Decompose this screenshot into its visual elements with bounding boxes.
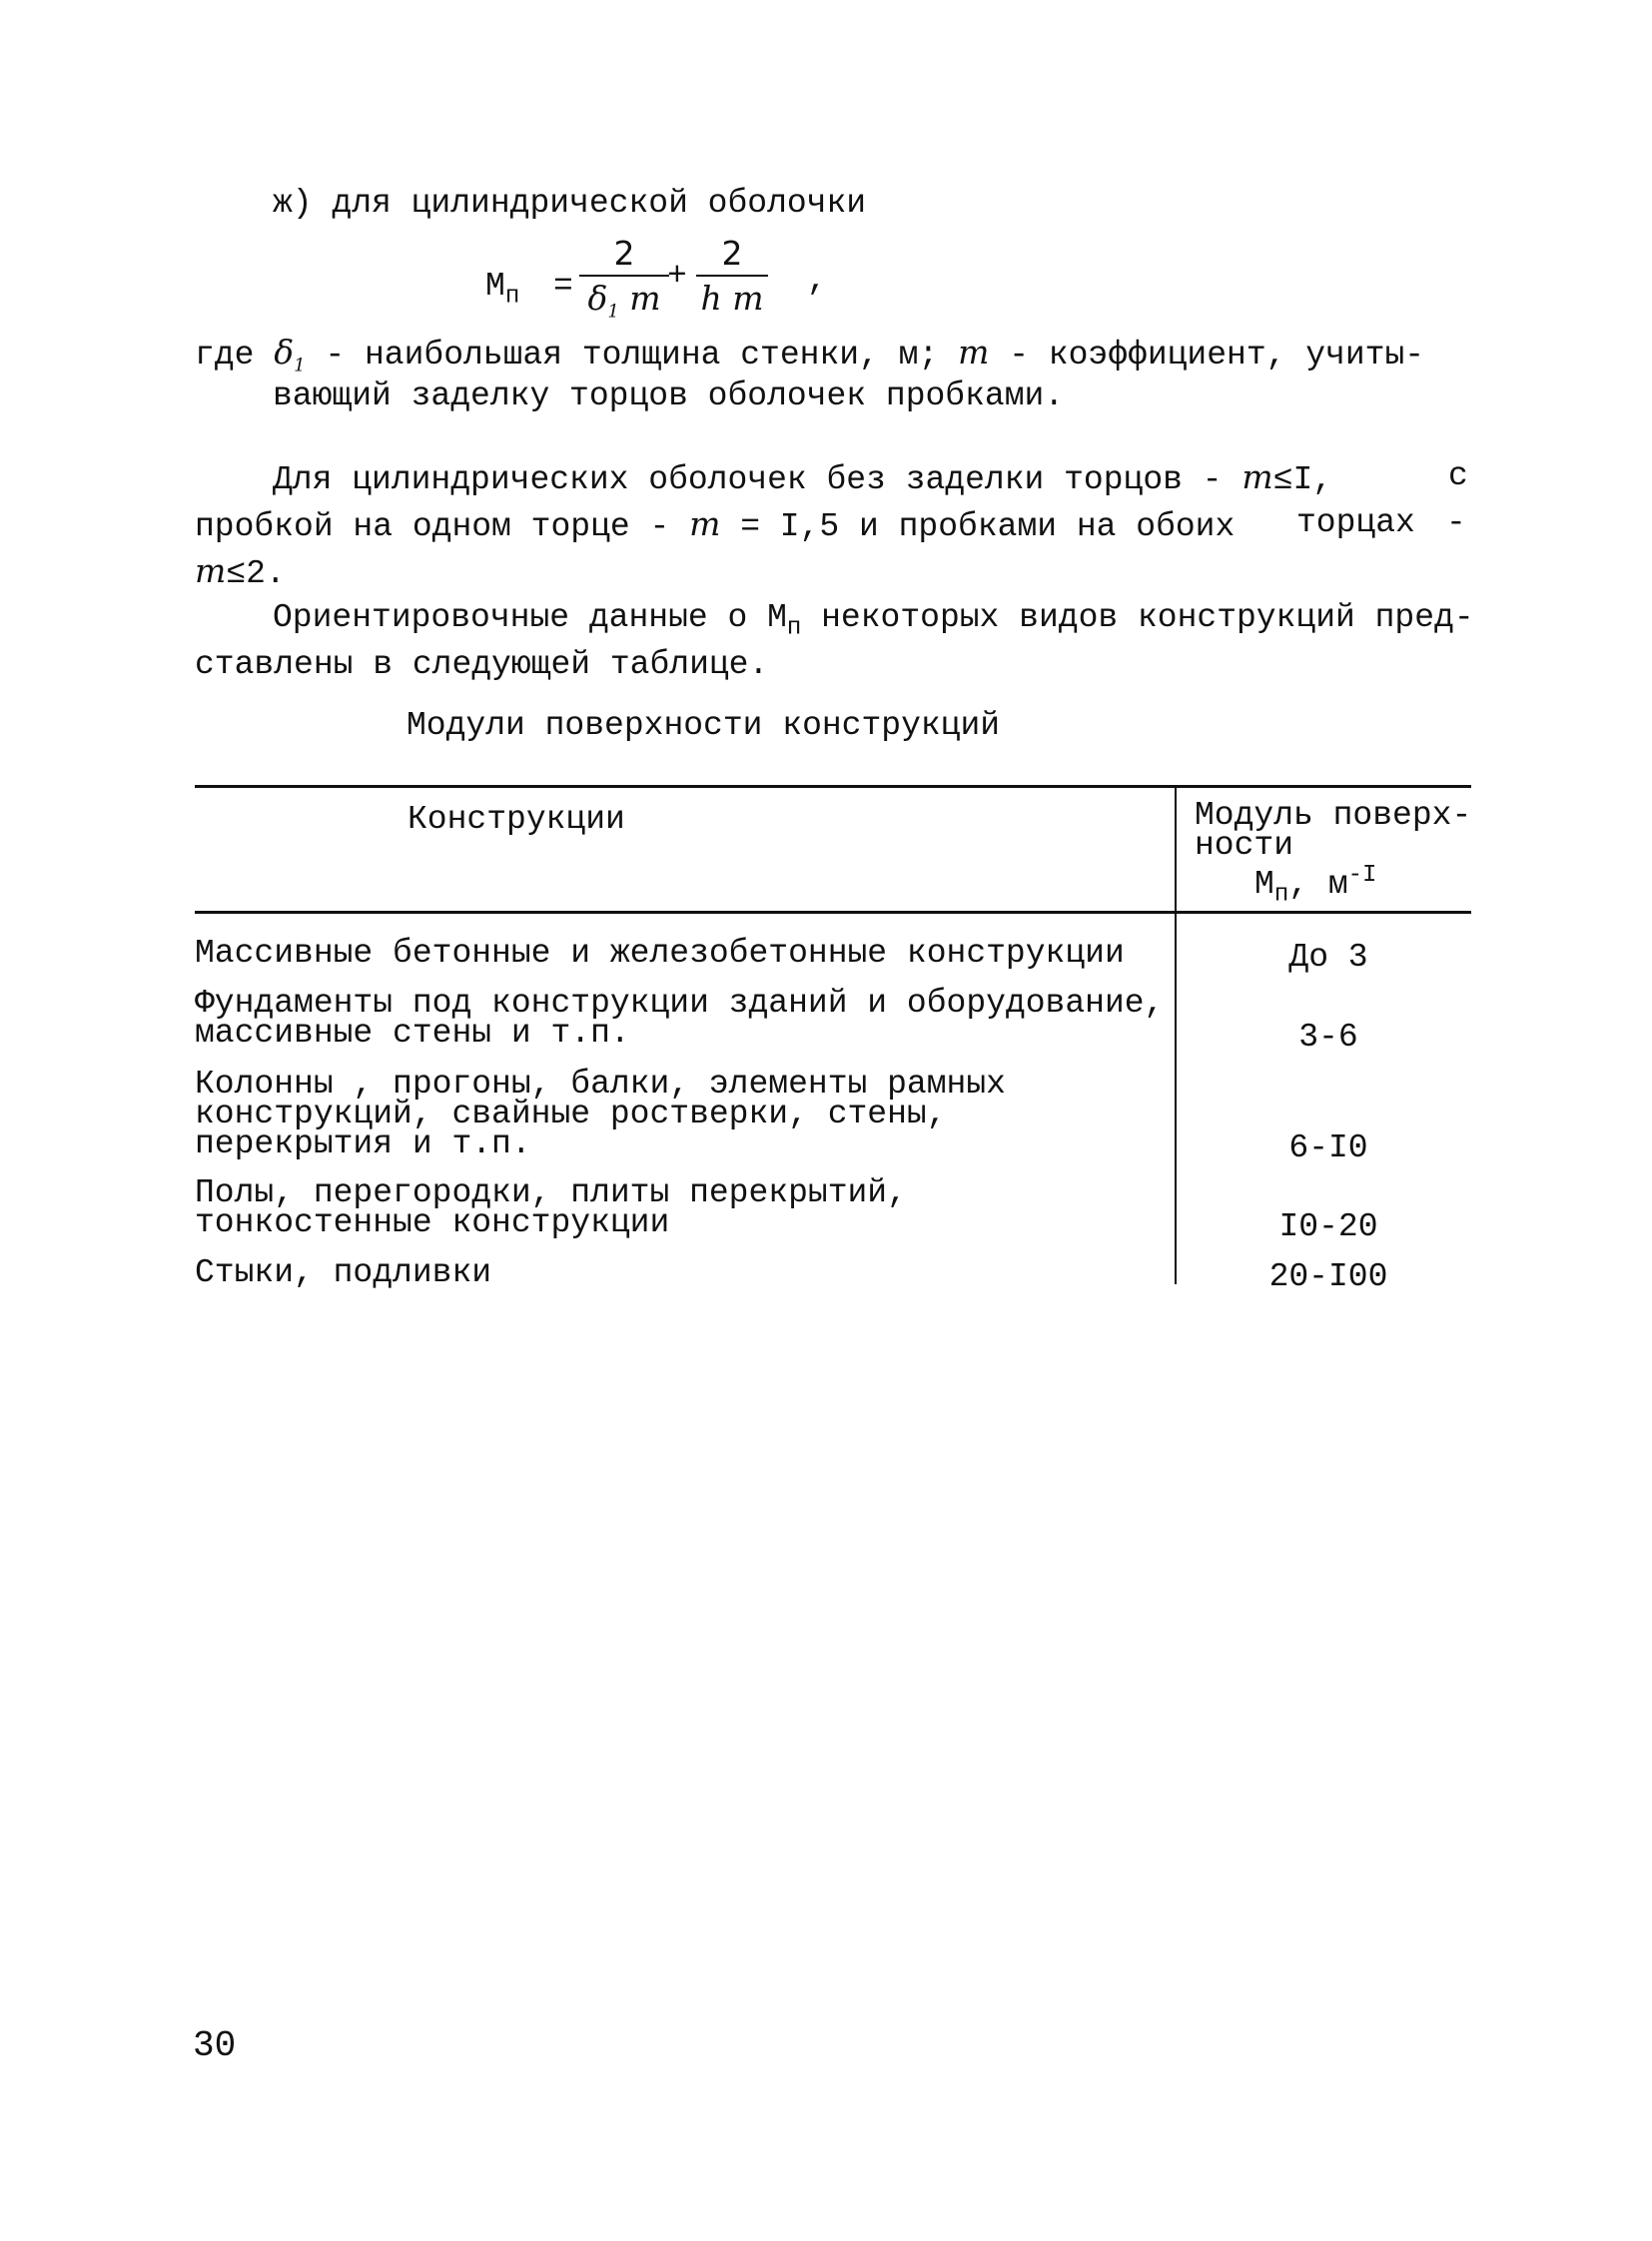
table-row-4-value: I0-20 bbox=[1278, 1208, 1378, 1245]
para2-line1: Ориентировочные данные о $М_п$ некоторых видов конструкций пред- bbox=[273, 599, 1474, 642]
table-row-1-value: До 3 bbox=[1288, 939, 1368, 976]
para1-line1: Для цилиндрических оболочек без заделки торцов - m≤I, bbox=[273, 457, 1333, 498]
table-row-5-text: Стыки, подливки bbox=[195, 1254, 492, 1291]
formula-lhs: $М_п$ bbox=[485, 268, 520, 311]
para1-line2: пробкой на одном торце - m = I,5 и пробками на обоих bbox=[195, 504, 1236, 545]
table-top-rule bbox=[195, 785, 1471, 788]
table-column-divider bbox=[1175, 785, 1177, 1284]
item-heading: ж) для цилиндрической оболочки bbox=[273, 185, 867, 222]
para1-line3: m≤2. bbox=[195, 551, 286, 592]
para1-line2-torts: торцах bbox=[1296, 504, 1415, 541]
table-row-4-text: Полы, перегородки, плиты перекрытий, тонкостенные конструкции bbox=[195, 1174, 907, 1241]
table-row-3-text: Колонны , прогоны, балки, элементы рамных конструкций, свайные ростверки, стены, перекрытия и т.п. bbox=[195, 1066, 1006, 1162]
where-line-2: вающий заделку торцов оболочек пробками. bbox=[273, 377, 1065, 414]
para1-line2-dash: - bbox=[1446, 504, 1466, 541]
formula-comma: , bbox=[807, 262, 827, 299]
formula-fraction-1: $\frac{2}{\delta_1 m}$ bbox=[579, 234, 669, 323]
formula-fraction-2: $\frac{2}{\text{h m}}$ bbox=[696, 234, 768, 318]
para1-line1-end: с bbox=[1448, 457, 1468, 494]
para2-line2: ставлены в следующей таблице. bbox=[195, 646, 769, 683]
table-header-modulus: Модуль поверх- ности $М_п$, $м^{-I}$ bbox=[1195, 797, 1472, 909]
table-row-3-value: 6-I0 bbox=[1288, 1129, 1368, 1166]
table-row-2-text: Фундаменты под конструкции зданий и оборудование, массивные стены и т.п. bbox=[195, 985, 1165, 1052]
where-line: где $\delta_1$ - наибольшая толщина стенки, м; m - коэффициент, учиты- bbox=[195, 333, 1425, 376]
page-number: 30 bbox=[193, 2025, 237, 2066]
formula-equals: = bbox=[553, 268, 573, 305]
table-row-2-value: 3-6 bbox=[1298, 1019, 1358, 1056]
formula-plus: + bbox=[667, 258, 687, 295]
table-row-5-value: 20-I00 bbox=[1268, 1258, 1388, 1295]
table-header-constructions: Конструкции bbox=[408, 801, 625, 838]
table-row-1-text: Массивные бетонные и железобетонные конструкции bbox=[195, 935, 1125, 972]
table-header-rule bbox=[195, 911, 1471, 914]
table-title: Модули поверхности конструкций bbox=[407, 707, 1001, 744]
